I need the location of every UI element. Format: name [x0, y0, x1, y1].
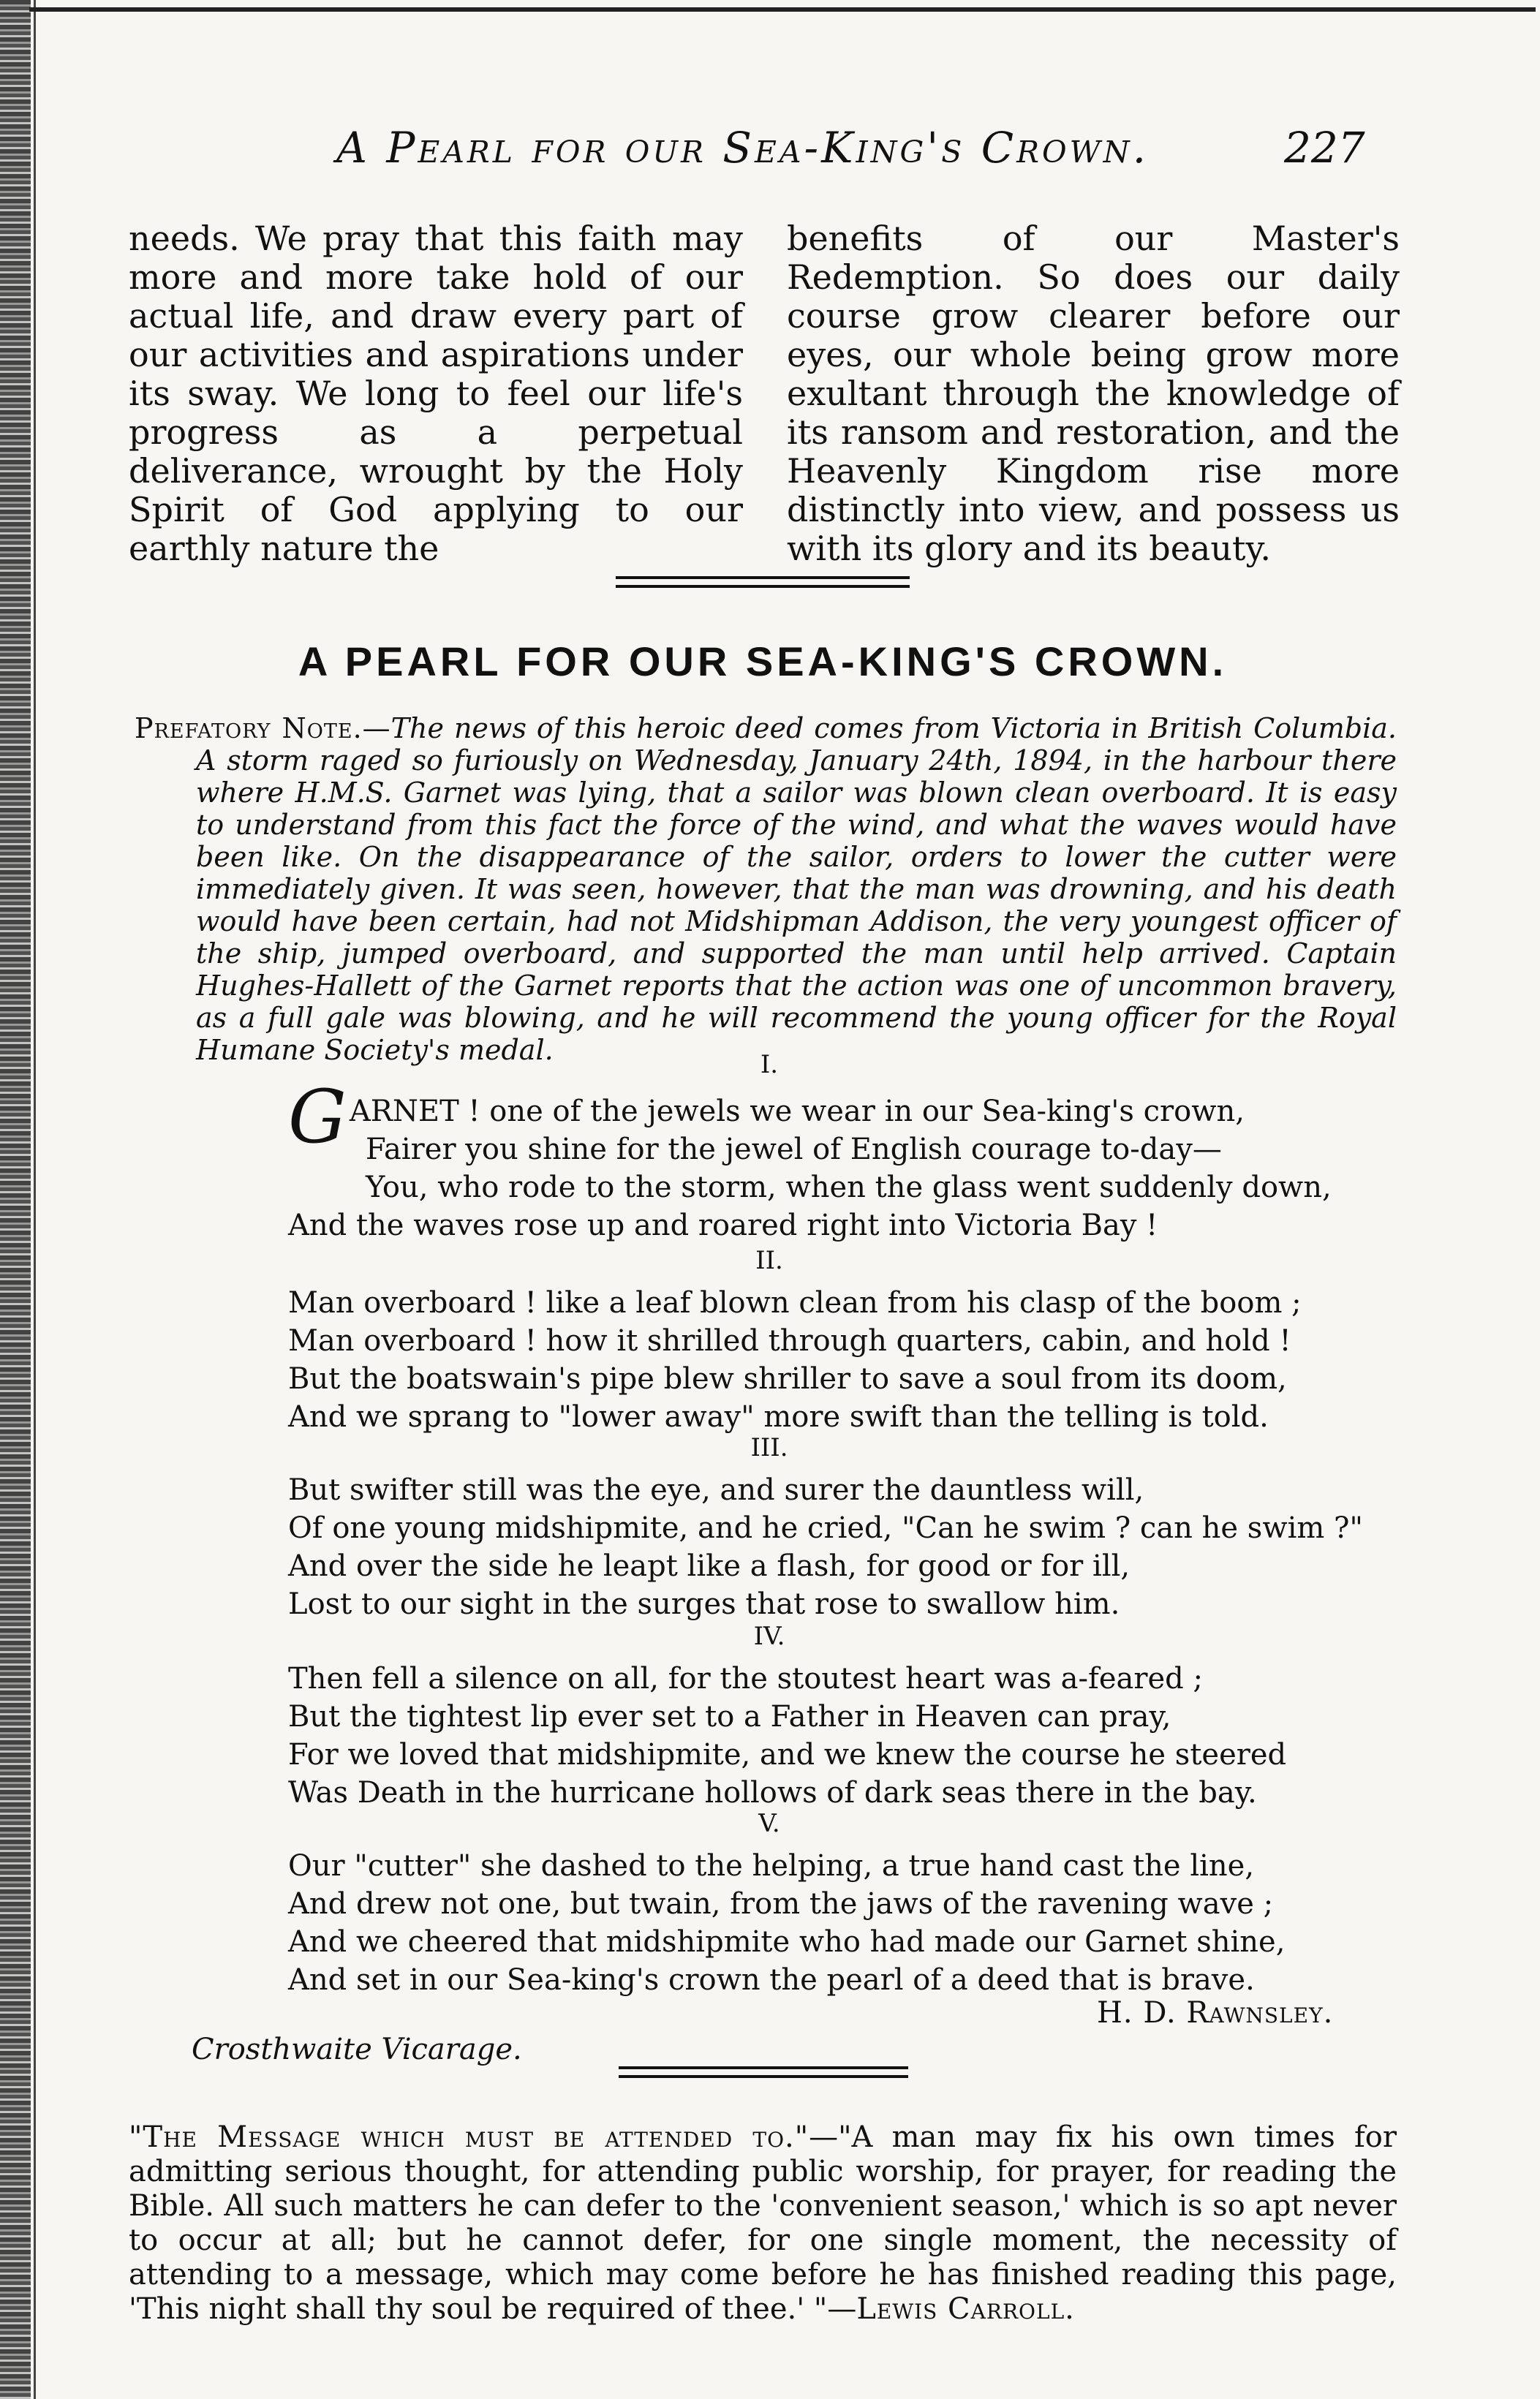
author-name: H. D. Rawnsley. [1097, 1996, 1334, 2030]
stanza-numeral: IV. [753, 1622, 785, 1651]
closing-author: Lewis Carroll. [856, 2292, 1075, 2326]
closing-text: —"A man may fix his own times for admitting serious thought, for attending public worship, for prayer, for reading the Bible. All such matters he can defer to the 'convenient season,' which is so apt never to occur at all; but he cannot defer, for one single moment, the necessity of attending to a message, which may come before he has finished reading this page, 'This night shall thy soul be required of thee.' "— [129, 2120, 1397, 2326]
verse-line: Our "cutter" she dashed to the helping, a true hand cast the line, [288, 1849, 1255, 1883]
verse-line: But the boatswain's pipe blew shriller to save a soul from its doom, [288, 1362, 1287, 1396]
closing-label: "The Message which must be attended to." [129, 2120, 809, 2154]
intro-left-column: needs. We pray that this faith may more and more take hold of our actual life, and draw every part of our activities and aspirations under its sway. We long to feel our life's progress as a perpetual deliverance, wrought by the Holy Spirit of God applying to our earthly nature the [129, 219, 743, 568]
prefatory-text: The news of this heroic deed comes from Victoria in British Columbia. A storm raged so furiously on Wednesday, January 24th, 1894, in the harbour there where H.M.S. Garnet was lying, that a sailor was blown clean overboard. It is easy to understand from this fact the force of the wind, and what the waves would have been like. On the disappearance of the sailor, orders to lower the cutter were immediately given. It was seen, however, that the man was drowning, and his death would have been certain, had not Midshipman Addison, the very youngest officer of the ship, jumped overboard, and supported the man until help arrived. Captain Hughes-Hallett of the Garnet reports that the action was one of uncommon bravery, as a full gale was blowing, and he will recommend the young officer for the Royal Humane Society's medal. [196, 712, 1397, 1066]
verse-line: And we sprang to "lower away" more swift than the telling is told. [288, 1400, 1269, 1434]
poem-author [1097, 1996, 1333, 2030]
verse-line: And set in our Sea-king's crown the pearl of a deed that is brave. [288, 1963, 1255, 1997]
section-divider [616, 576, 910, 579]
closing-paragraph [129, 2120, 1397, 2327]
verse-line: And drew not one, but twain, from the jaws of the ravening wave ; [288, 1887, 1274, 1921]
verse-line: Of one young midshipmite, and he cried, "Can he swim ? can he swim ?" [288, 1511, 1363, 1545]
stanza-numeral: I. [760, 1050, 779, 1079]
stanza [288, 1074, 1385, 1244]
verse-line: Man overboard ! how it shrilled through quarters, cabin, and hold ! [288, 1324, 1291, 1358]
binding-gutter [0, 0, 31, 2399]
prefatory-note [135, 712, 1397, 1066]
stanza [288, 1847, 1385, 1999]
poem-place: Crosthwaite Vicarage. [192, 2033, 522, 2066]
verse-line: And we cheered that midshipmite who had made our Garnet shine, [288, 1925, 1286, 1959]
drop-cap: G [288, 1074, 347, 1160]
stanza [288, 1660, 1385, 1812]
verse-line: You, who rode to the storm, when the glass went suddenly down, [366, 1171, 1332, 1204]
stanza [288, 1284, 1385, 1436]
verse-line: ARNET ! one of the jewels we wear in our Sea-king's crown, [349, 1095, 1245, 1128]
verse-line: For we loved that midshipmite, and we knew the course he steered [288, 1738, 1287, 1772]
verse-line: Then fell a silence on all, for the stoutest heart was a-feared ; [288, 1662, 1203, 1696]
verse-line: And the waves rose up and roared right into Victoria Bay ! [288, 1209, 1158, 1242]
running-head-title: A Pearl for our Sea-King's Crown. [336, 123, 1150, 173]
section-divider [619, 2066, 908, 2069]
verse-line: And over the side he leapt like a flash, for good or for ill, [288, 1549, 1131, 1583]
top-rule [29, 7, 1536, 12]
verse-line: Lost to our sight in the surges that rose to swallow him. [288, 1587, 1120, 1621]
verse-line: But swifter still was the eye, and surer the dauntless will, [288, 1473, 1144, 1507]
stanza [288, 1471, 1385, 1623]
stanza-numeral: II. [755, 1246, 783, 1275]
verse-line: But the tightest lip ever set to a Father in Heaven can pray, [288, 1700, 1171, 1734]
page-number: 227 [1284, 123, 1365, 173]
verse-line: Man overboard ! like a leaf blown clean from his clasp of the boom ; [288, 1286, 1302, 1320]
verse-line: Fairer you shine for the jewel of English courage to-day— [366, 1133, 1222, 1166]
stanza-numeral: V. [758, 1809, 780, 1838]
stanza-numeral: III. [750, 1433, 788, 1462]
verse-line: Was Death in the hurricane hollows of dark seas there in the bay. [288, 1776, 1257, 1810]
prefatory-label: Prefatory Note.— [135, 712, 391, 744]
binding-edge-line [34, 0, 36, 2399]
poem-title: A PEARL FOR OUR SEA-KING'S CROWN. [298, 638, 1228, 684]
intro-right-column: benefits of our Master's Redemption. So does our daily course grow clearer before our eyes, our whole being grow more exultant through the knowledge of its ransom and restoration, and the Heavenly Kingdom rise more distinctly into view, and possess us with its glory and its beauty. [787, 219, 1400, 568]
